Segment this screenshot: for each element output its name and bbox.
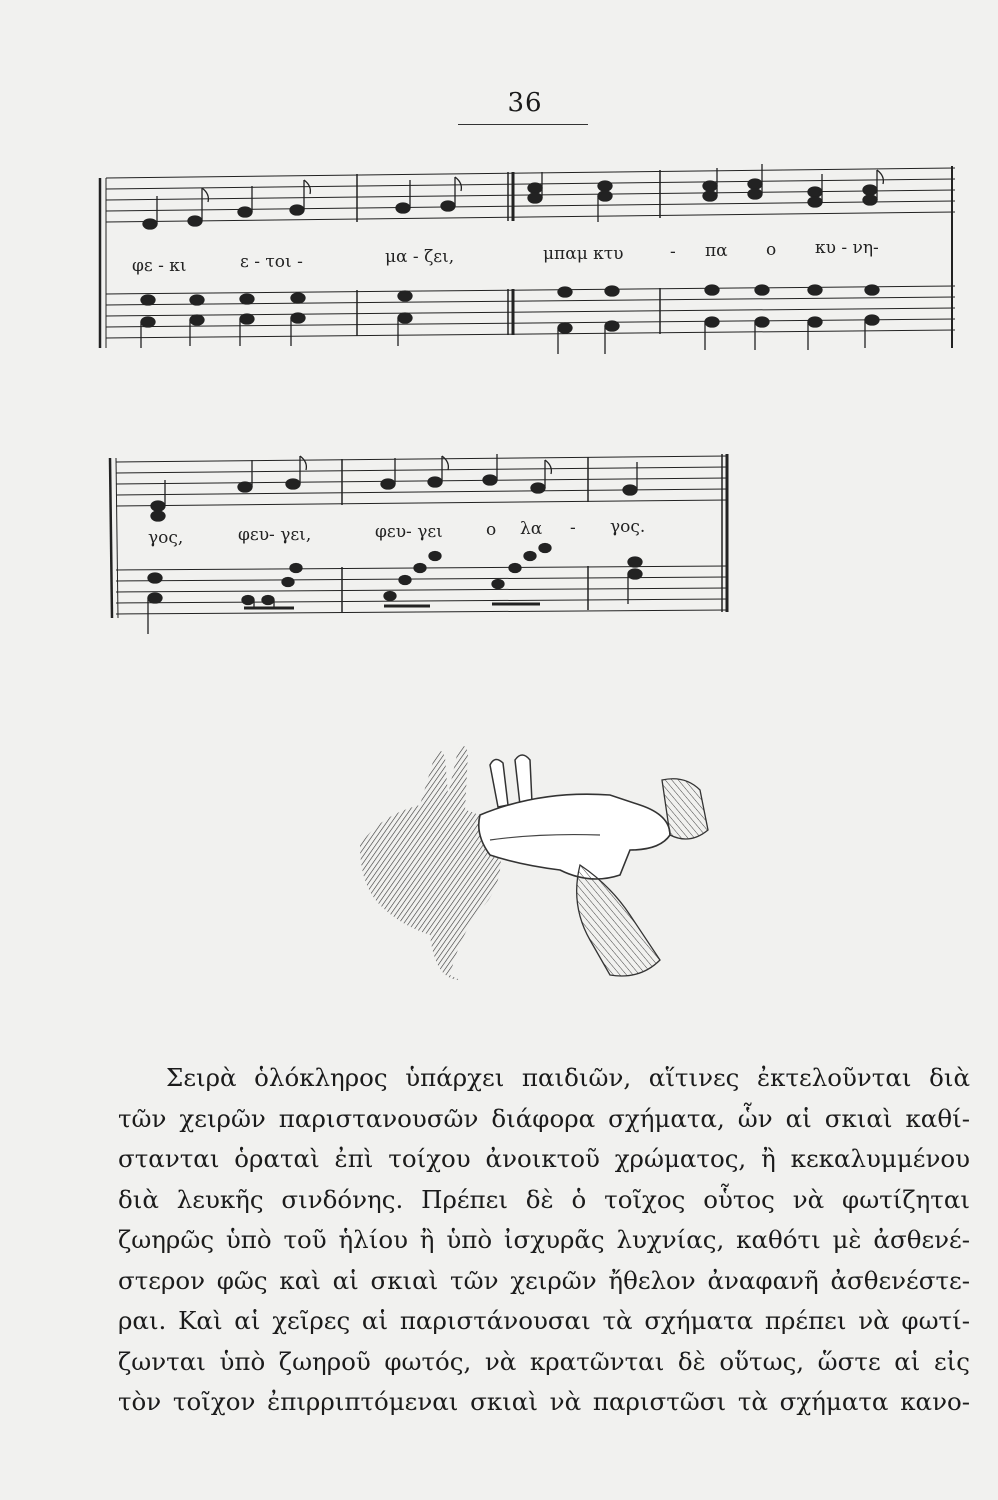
- lyric-5: -: [670, 242, 676, 262]
- music-score: [0, 0, 998, 660]
- hand-shadow-illustration: [340, 735, 720, 985]
- lyric-9: γος,: [148, 528, 184, 548]
- text-line: Σειρὰ ὁλόκληρος ὑπάρχει παιδιῶν, αἵτινες ἐκτελοῦνται διὰ: [166, 1063, 970, 1092]
- lyric-12: ο: [486, 520, 497, 540]
- lyric-14: -: [570, 518, 576, 538]
- lyric-10: φευ- γει,: [238, 525, 312, 545]
- lyric-6: πα: [705, 241, 728, 261]
- text-line: τῶν χειρῶν παριστανουσῶν διάφορα σχήματα, ὧν αἱ σκιαὶ καθί-: [118, 1103, 970, 1133]
- text-line: στανται ὁραταὶ ἐπὶ τοίχου ἀνοικτοῦ χρώματος, ἢ κεκαλυμμένου: [118, 1144, 970, 1173]
- lyric-11: φευ- γει: [375, 522, 443, 542]
- text-line: τὸν τοῖχον ἐπιρριπτόμεναι σκιαὶ νὰ παριστῶσι τὰ σχήματα κανο-: [118, 1387, 970, 1416]
- lyric-2: ε - τοι -: [240, 252, 303, 272]
- text-line: ραι. Καὶ αἱ χεῖρες αἱ παριστάνουσαι τὰ σχήματα πρέπει νὰ φωτί-: [118, 1306, 970, 1335]
- text-line: ζωνται ὑπὸ ζωηροῦ φωτός, νὰ κρατῶνται δὲ οὕτως, ὥστε αἱ εἰς: [118, 1346, 970, 1376]
- lyric-15: γος.: [610, 517, 646, 537]
- body-paragraph: [118, 1058, 970, 1423]
- lyric-8: κυ - νη-: [815, 238, 879, 258]
- page-number: 36: [507, 88, 543, 118]
- lyric-1: φε - κι: [132, 256, 187, 276]
- text-line: στερον φῶς καὶ αἱ σκιαὶ τῶν χειρῶν ἤθελον ἀναφανῆ ἀσθενέστε-: [118, 1265, 970, 1295]
- lyric-13: λα: [520, 519, 543, 539]
- lyric-3: μα - ζει,: [385, 247, 455, 267]
- text-line: διὰ λευκῆς σινδόνης. Πρέπει δὲ ὁ τοῖχος οὗτος νὰ φωτίζηται: [118, 1184, 970, 1214]
- lyric-7: ο: [766, 240, 777, 260]
- text-line: ζωηρῶς ὑπὸ τοῦ ἡλίου ἢ ὑπὸ ἰσχυρᾶς λυχνίας, καθότι μὲ ἀσθενέ-: [118, 1225, 970, 1254]
- lyric-4: μπαμ κτυ: [543, 244, 624, 264]
